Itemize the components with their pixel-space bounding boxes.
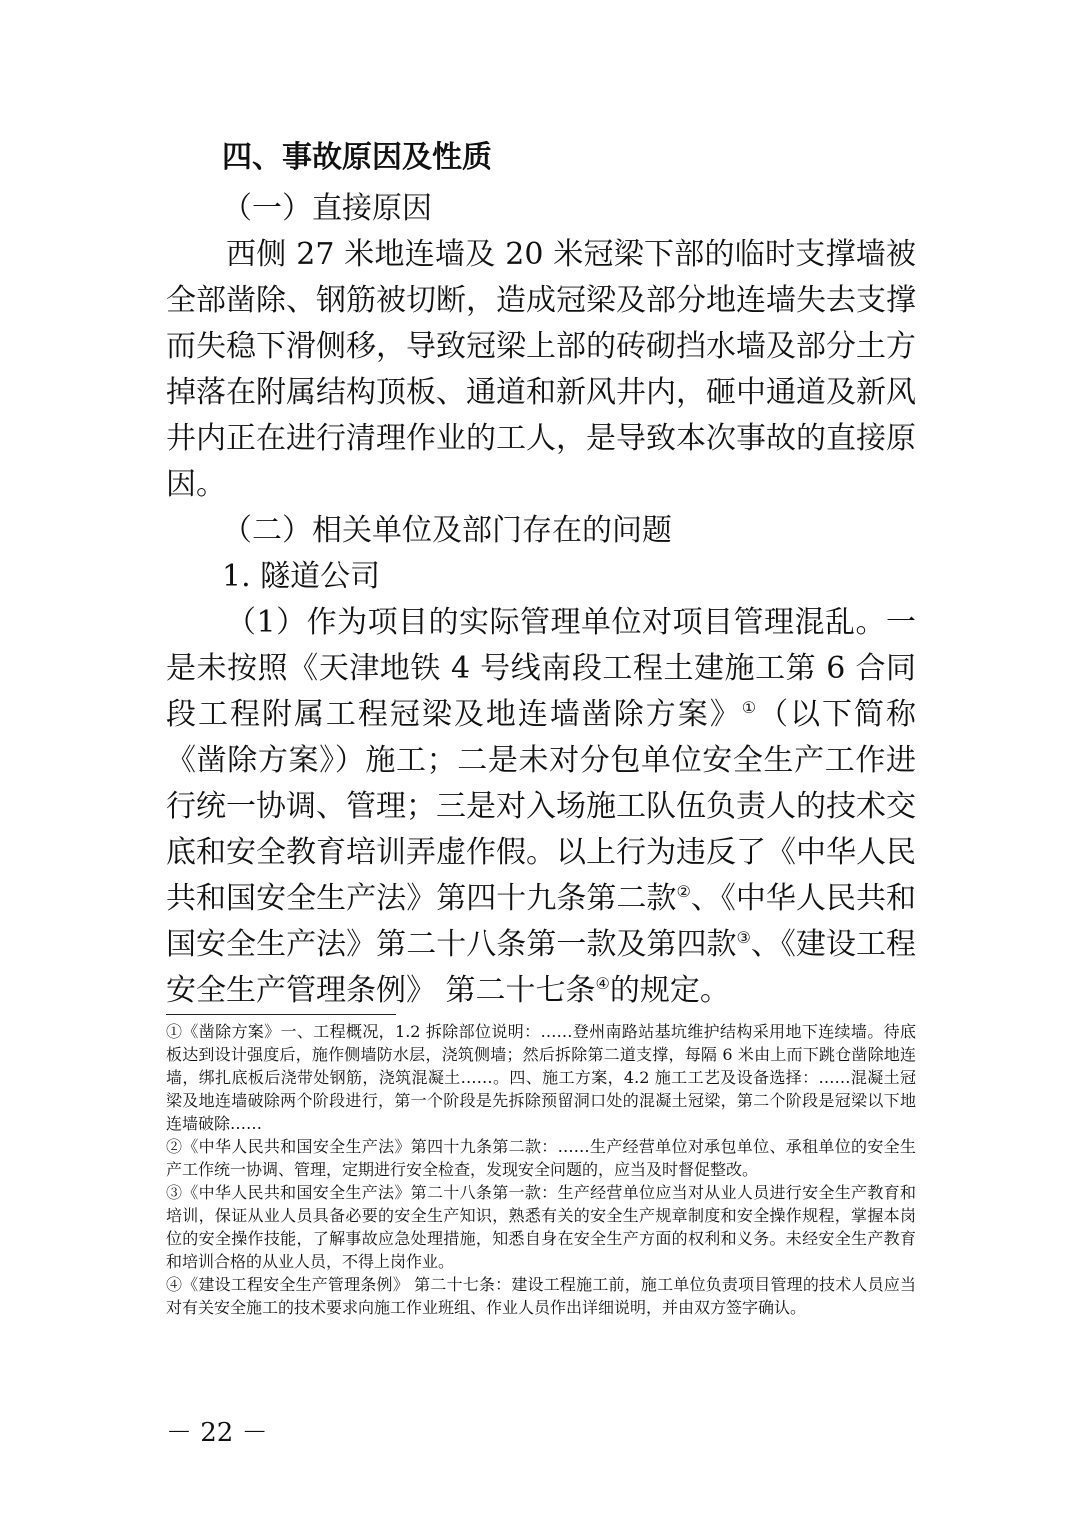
footnote-3: ③《中华人民共和国安全生产法》第二十八条第一款：生产经营单位应当对从业人员进行安全生产教育和培训，保证从业人员具备必要的安全生产知识，熟悉有关的安全生产规章制度和安全操作规程，掌握本岗位的安全操作技能，了解事故应急处理措施，知悉自身在安全生产方面的权利和义务。未经安全生产教育和培训合格的从业人员，不得上岗作业。 [166, 1183, 916, 1271]
subheading-tunnel-company: 1. 隧道公司 [222, 559, 381, 594]
subheading-related-problems: （二）相关单位及部门存在的问题 [222, 513, 672, 548]
footnote-marker-4[interactable]: ④ [595, 974, 610, 993]
paragraph-segment: 、《中华人民共和国安全生产法》第二十八条第一款及第四款 [166, 881, 917, 962]
footnote-divider [166, 1014, 396, 1015]
footnote-4: ④《建设工程安全生产管理条例》 第二十七条：建设工程施工前，施工单位负责项目管理的技术人员应当对有关安全施工的技术要求向施工作业班组、作业人员作出详细说明，并由双方签字确认。 [166, 1275, 916, 1317]
footnotes [166, 1020, 916, 1319]
page-number: － 22 － [166, 1418, 268, 1448]
footnote-1: ①《凿除方案》一、工程概况，1.2 拆除部位说明：……登州南路站基坑维护结构采用地下连续墙。待底板达到设计强度后，施作侧墙防水层，浇筑侧墙；然后拆除第二道支撑，每隔 6 米由上而下跳仓凿除地连墙，绑扎底板后浇带处钢筋，浇筑混凝土……。四、施工方案，4.2 施工工艺及设备选择：……混凝土冠梁及地连墙破除两个阶段进行，第一个阶段是先拆除预留洞口处的混凝土冠梁，第二个阶段是冠梁以下地连墙破除…… [166, 1022, 916, 1133]
footnote-marker-2[interactable]: ② [676, 882, 691, 901]
body-text [166, 130, 916, 1014]
paragraph-direct-cause: 西侧 27 米地连墙及 20 米冠梁下部的临时支撑墙被全部凿除、钢筋被切断，造成冠梁及部分地连墙失去支撑而失稳下滑侧移，导致冠梁上部的砖砌挡水墙及部分土方掉落在附属结构顶板、通道和新风井内，砸中通道及新风井内正在进行清理作业的工人，是导致本次事故的直接原因。 [166, 237, 916, 502]
paragraph-management-issues [166, 600, 916, 1014]
paragraph-segment: （以下简称《凿除方案》）施工；二是未对分包单位安全生产工作进行统一协调、管理；三是对入场施工队伍负责人的技术交底和安全教育培训弄虚作假。以上行为违反了《中华人民共和国安全生产法》第四十九条第二款 [166, 697, 917, 916]
footnote-marker-1[interactable]: ① [741, 698, 759, 717]
footnote-2: ②《中华人民共和国安全生产法》第四十九条第二款：……生产经营单位对承包单位、承租单位的安全生产工作统一协调、管理，定期进行安全检查，发现安全问题的，应当及时督促整改。 [166, 1137, 916, 1179]
footnote-marker-3[interactable]: ③ [736, 928, 751, 947]
paragraph-segment: （1）作为项目的实际管理单位对项目管理混乱。一是未按照《天津地铁 4 号线南段工程土建施工第 6 合同段工程附属工程冠梁及地连墙凿除方案》 [166, 605, 916, 732]
paragraph-segment: 、《建设工程安全生产管理条例》 第二十七条 [166, 927, 917, 1008]
section-heading: 四、事故原因及性质 [222, 140, 492, 175]
subheading-direct-cause: （一）直接原因 [222, 191, 432, 226]
paragraph-segment: 的规定。 [609, 973, 730, 1008]
